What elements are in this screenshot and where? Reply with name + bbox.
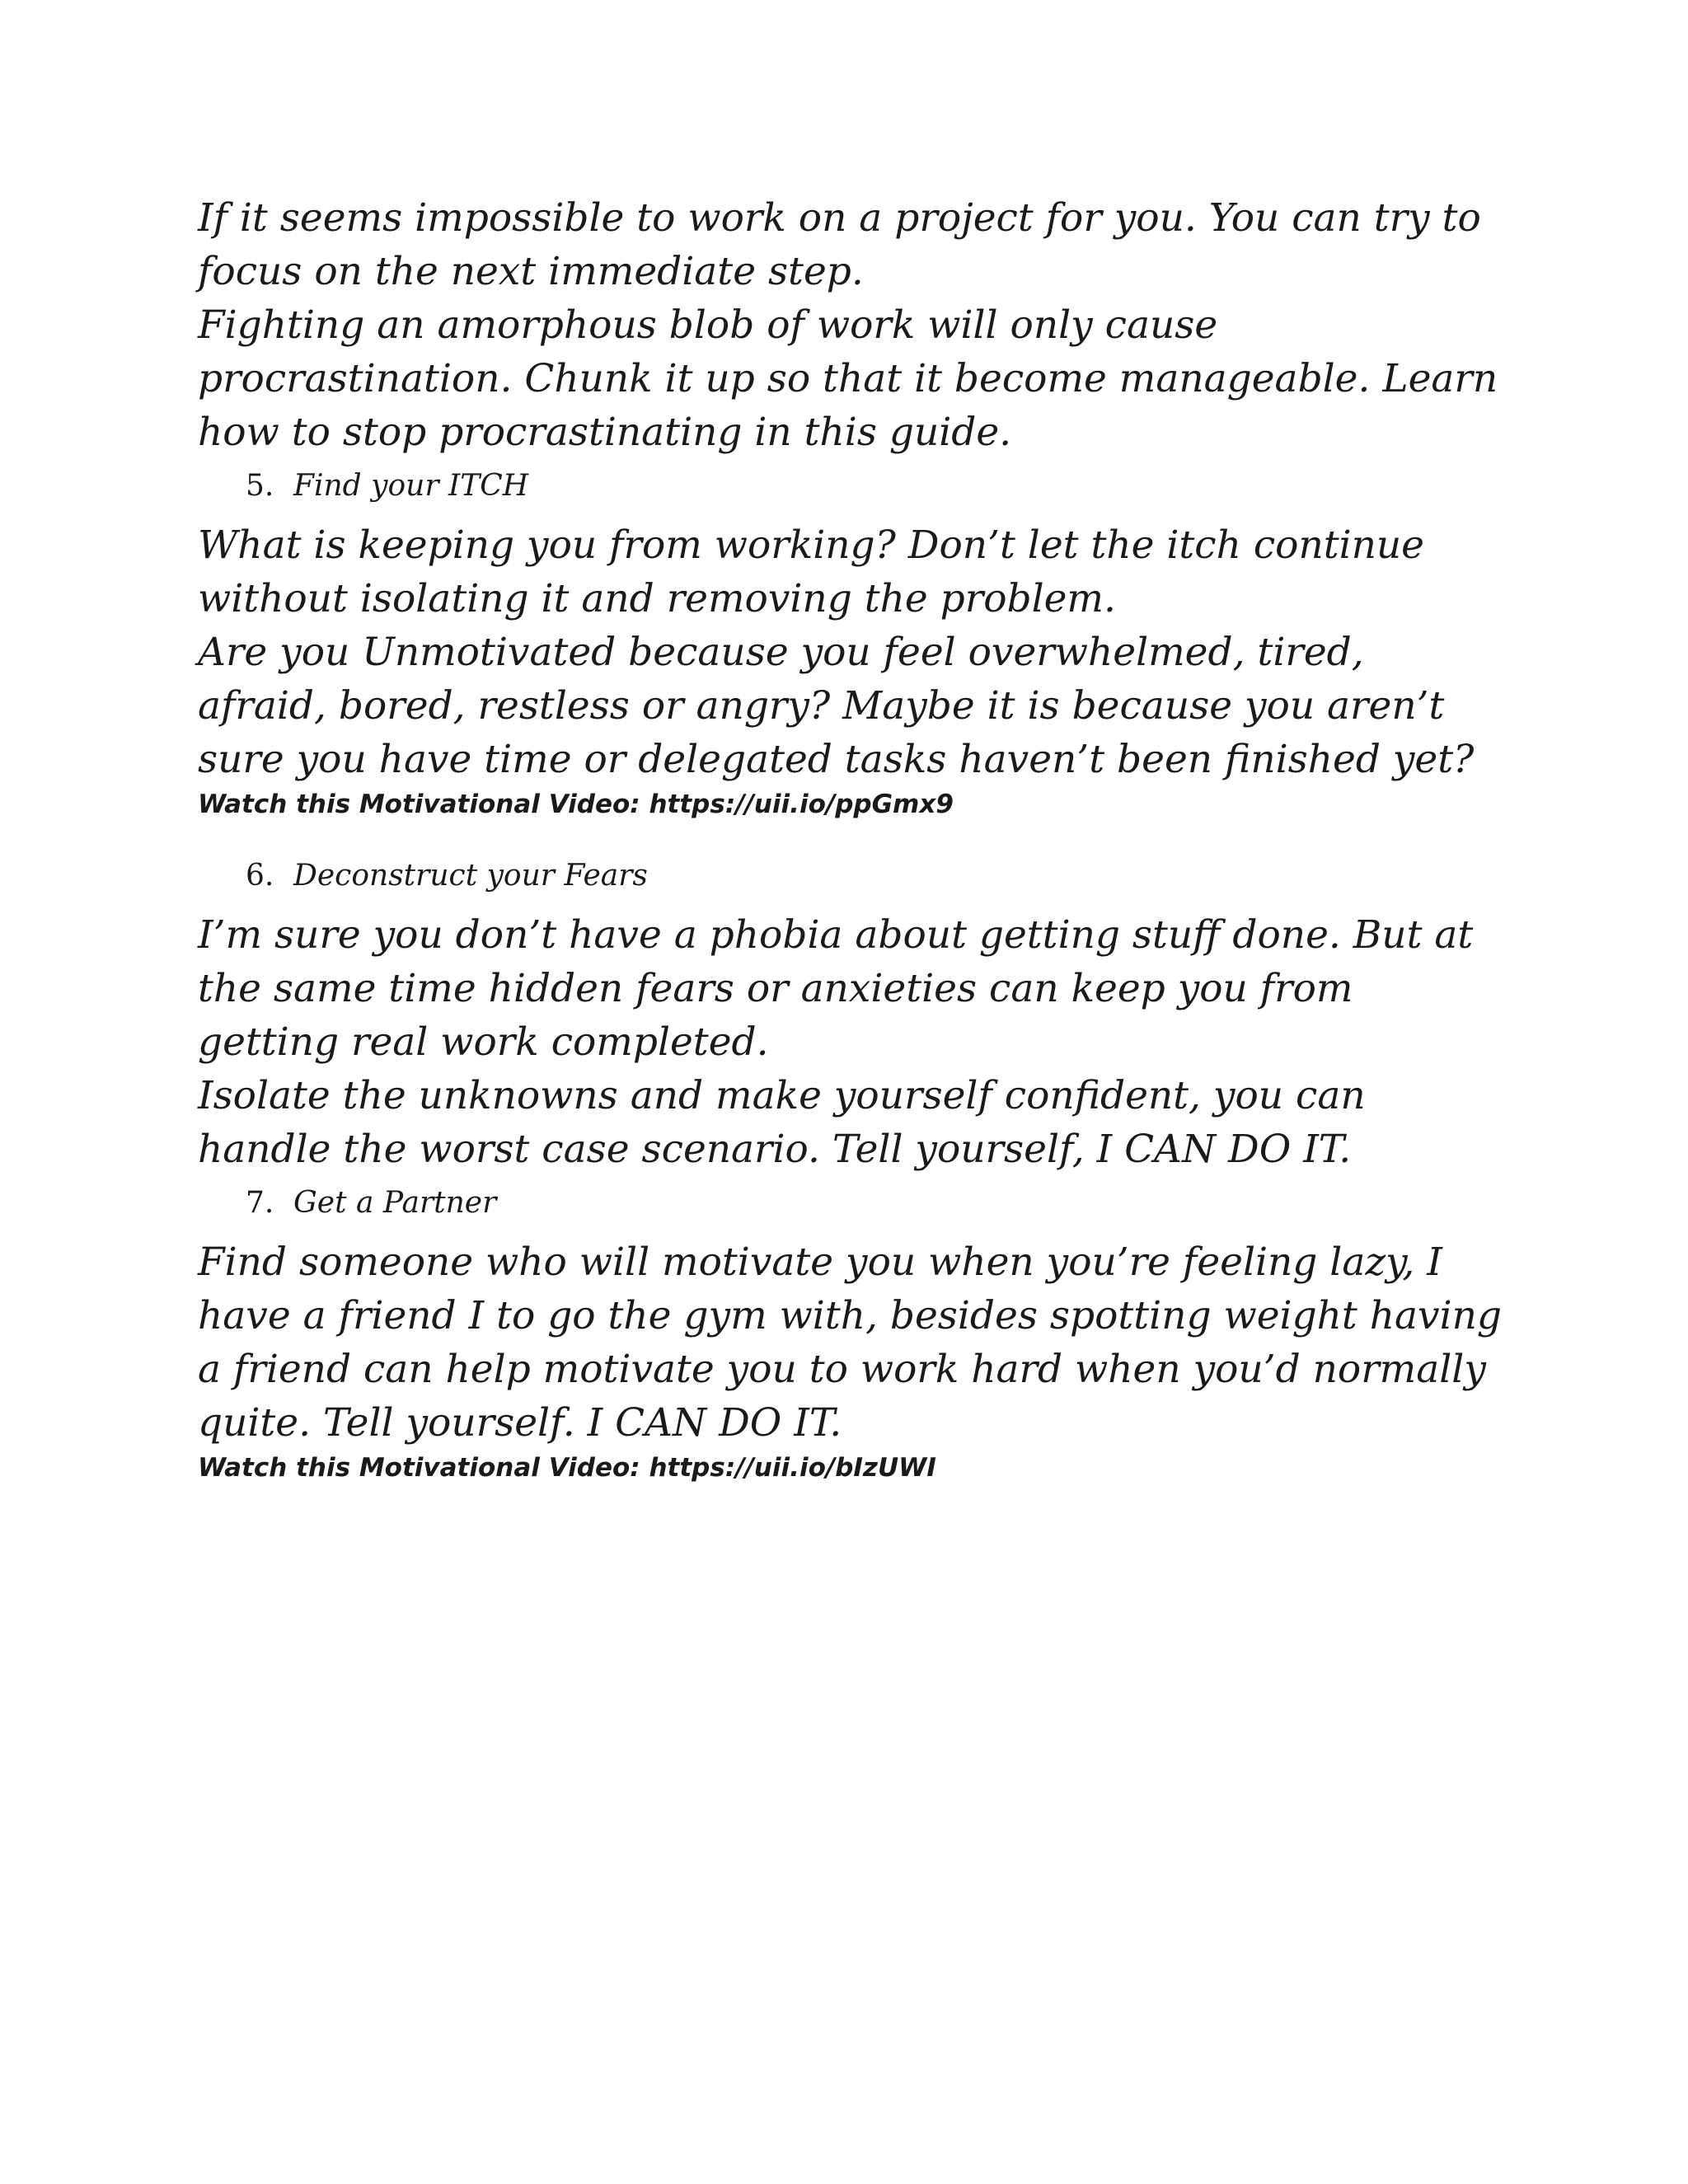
list-number: 6. [246,859,274,893]
spacer [198,823,1484,849]
section-paragraph [198,908,1484,1176]
paragraph-line: Are you Unmotivated because you feel overwhelmed, tired, [198,630,1364,675]
paragraph-line: getting real work completed. [198,1019,769,1065]
paragraph-line: have a friend I to go the gym with, besides spotting weight having [198,1293,1502,1338]
paragraph-line: without isolating it and removing the problem. [198,576,1116,621]
paragraph-line: afraid, bored, restless or angry? Maybe it is because you aren’t [198,683,1445,729]
section-paragraph [198,1235,1502,1450]
paragraph-line: What is keeping you from working? Don’t let the itch continue [198,523,1424,568]
section-paragraph [198,518,1484,786]
paragraph-line: the same time hidden fears or anxieties can keep you from [198,966,1353,1011]
heading-text: Get a Partner [293,1186,497,1220]
paragraph-line: how to stop procrastinating in this guide. [198,410,1012,455]
page-content [198,191,1502,1486]
paragraph-line: I’m sure you don’t have a phobia about getting stuff done. But at [198,912,1474,958]
heading-text: Deconstruct your Fears [293,859,648,893]
list-number: 5. [246,469,274,503]
intro-paragraph [198,191,1498,459]
section-heading-find-your-itch [198,466,1484,507]
video-link-text[interactable]: Watch this Motivational Video: https://uii.io/bIzUWI [198,1453,936,1483]
heading-text: Find your ITCH [293,469,529,503]
paragraph-line: quite. Tell yourself. I CAN DO IT. [198,1400,842,1446]
paragraph-line: sure you have time or delegated tasks haven’t been finished yet? [198,737,1475,782]
paragraph-line: If it seems impossible to work on a project for you. You can try to [198,195,1481,241]
paragraph-line: Fighting an amorphous blob of work will only cause [198,302,1218,348]
paragraph-line: a friend can help motivate you to work hard when you’d normally [198,1347,1486,1392]
paragraph-line: handle the worst case scenario. Tell yourself, I CAN DO IT. [198,1127,1352,1172]
paragraph-line: procrastination. Chunk it up so that it become manageable. Learn [198,356,1498,401]
paragraph-line: Isolate the unknowns and make yourself confident, you can [198,1073,1366,1118]
section-heading-get-a-partner [198,1183,1484,1224]
section-heading-deconstruct-your-fears [198,855,1484,897]
paragraph-line: focus on the next immediate step. [198,249,864,294]
list-number: 7. [246,1186,274,1220]
video-link-text[interactable]: Watch this Motivational Video: https://uii.io/ppGmx9 [198,790,954,819]
paragraph-line: Find someone who will motivate you when you’re feeling lazy, I [198,1240,1442,1285]
